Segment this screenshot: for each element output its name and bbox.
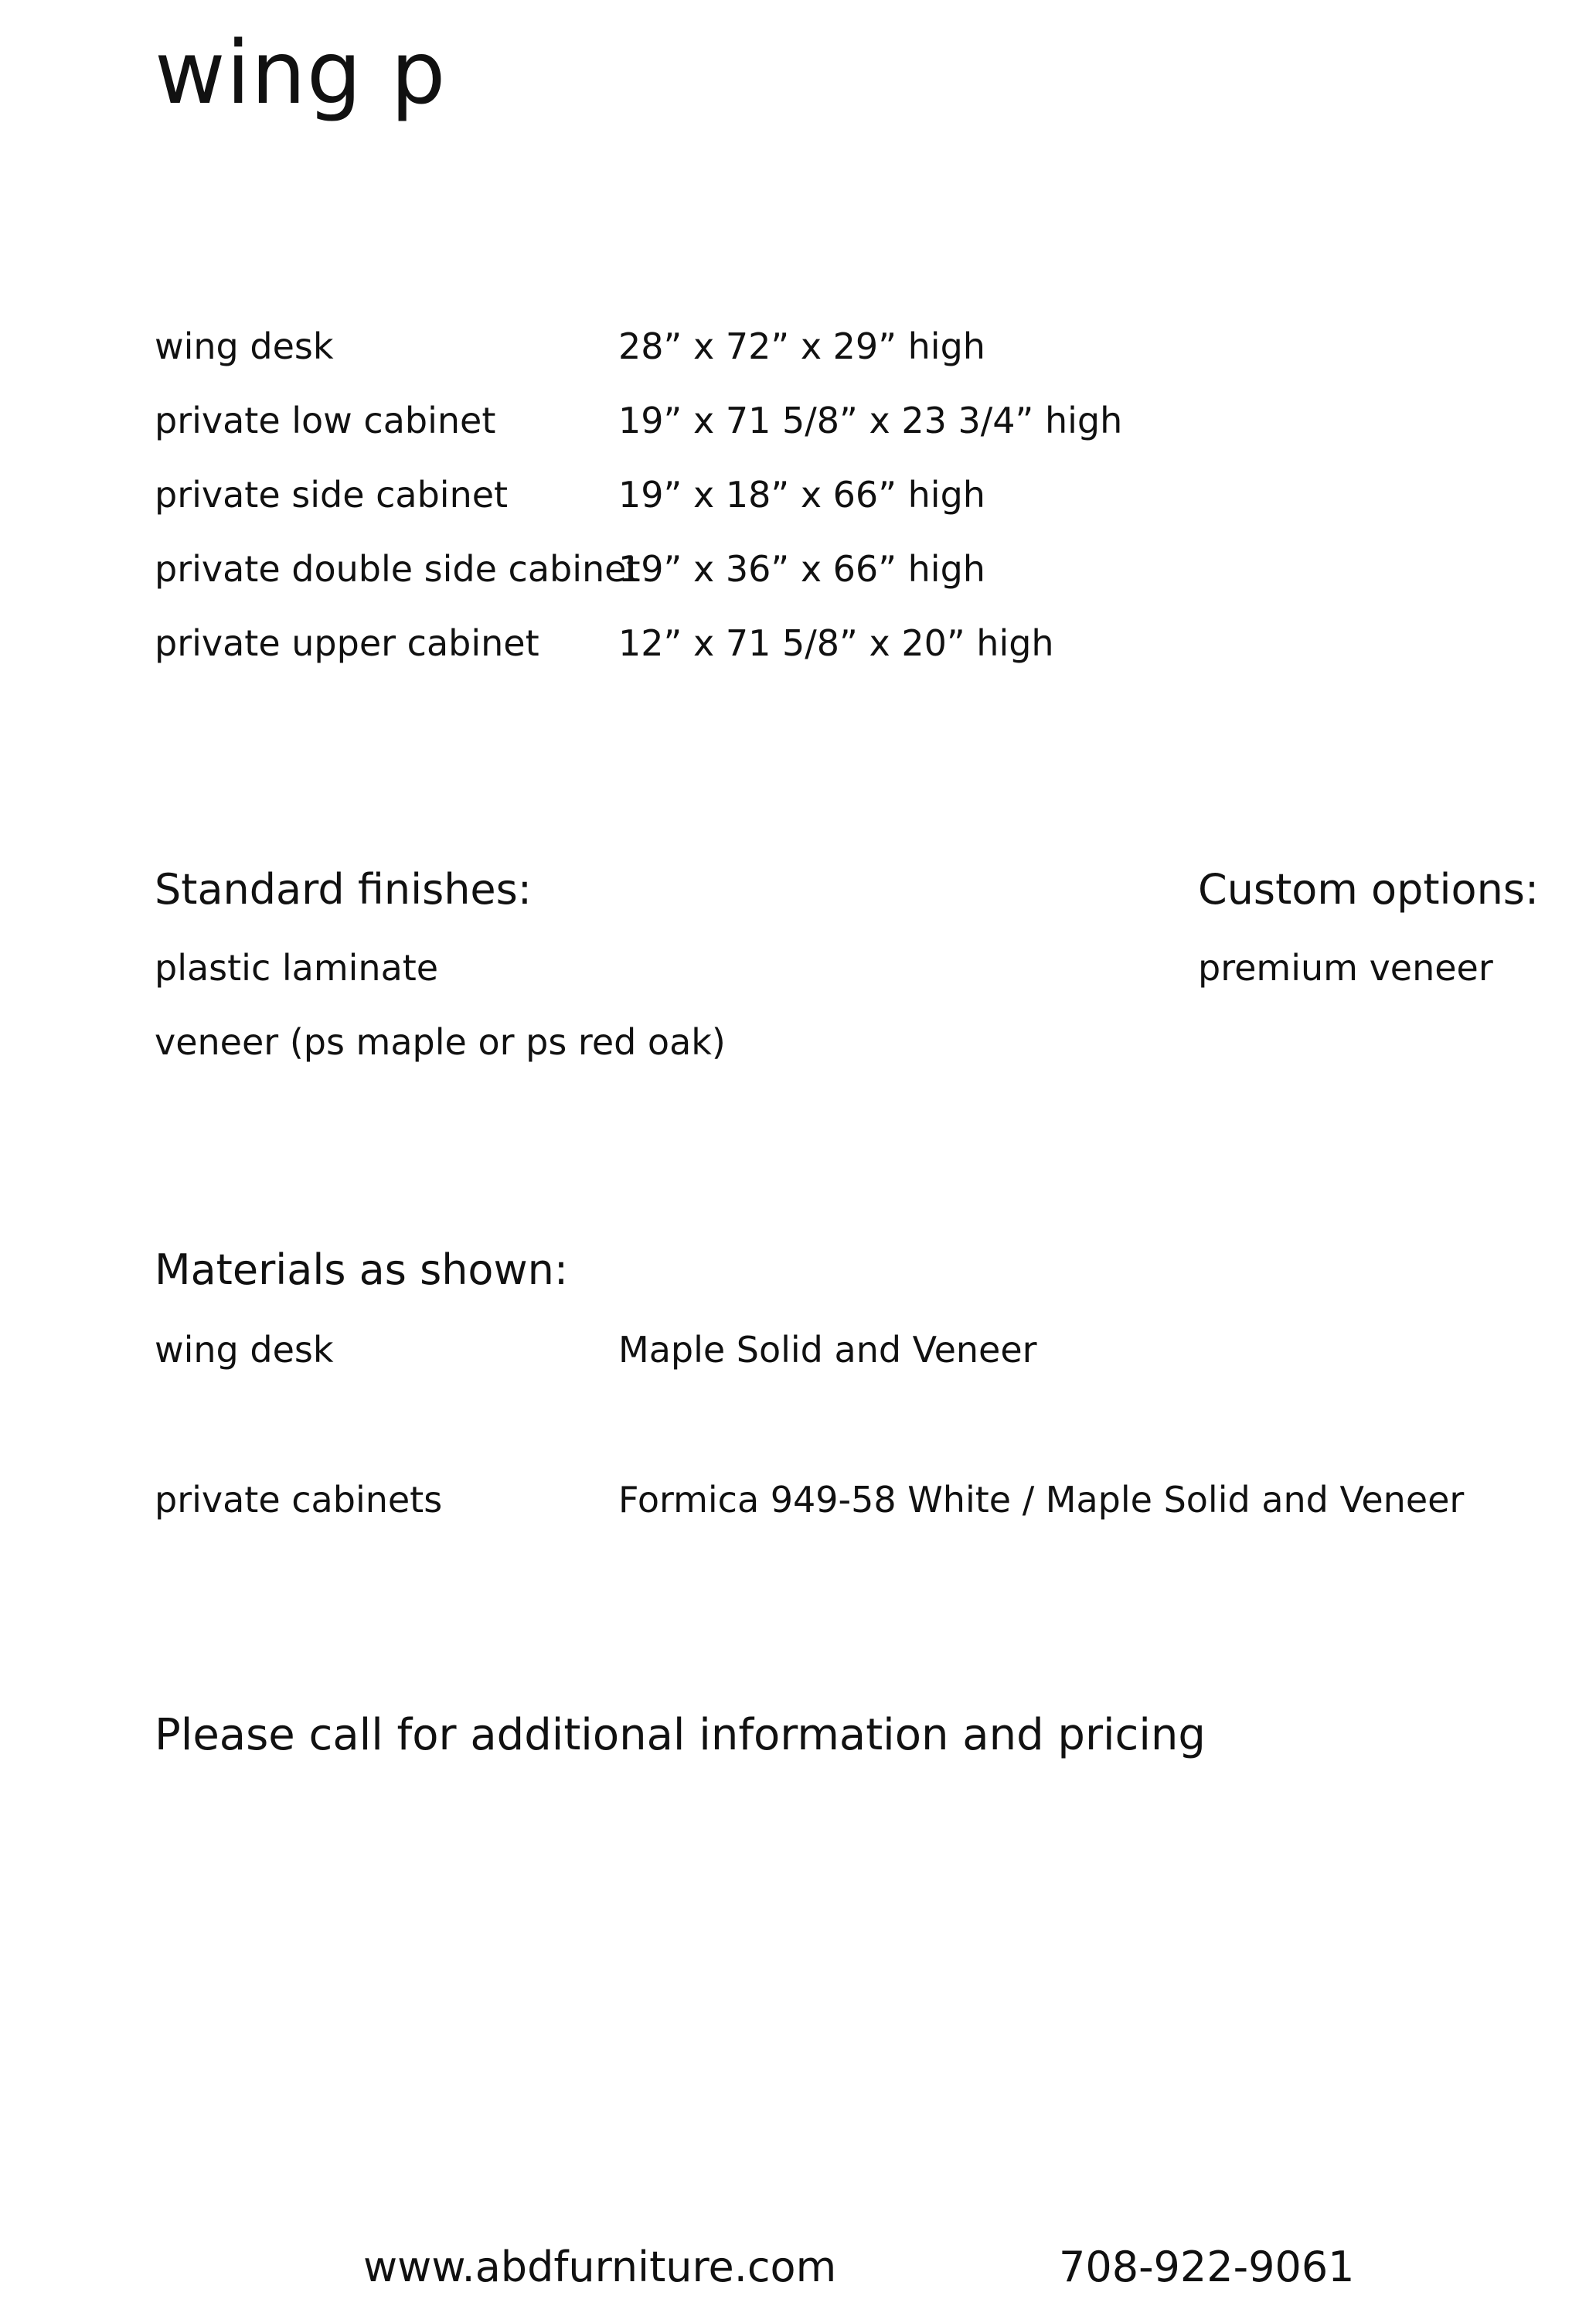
- pricing-callout: Please call for additional information and pricing: [155, 1710, 1206, 1760]
- dimension-item-label: private upper cabinet: [155, 622, 539, 664]
- website-link[interactable]: www.abdfurniture.com: [363, 2243, 837, 2291]
- dimension-item-label: private side cabinet: [155, 474, 509, 516]
- phone-number: 708-922-9061: [1059, 2243, 1355, 2291]
- standard-finish-item: veneer (ps maple or ps red oak): [155, 1021, 726, 1063]
- dimension-item-label: private double side cabinet: [155, 548, 641, 590]
- dimension-item-size: 28” x 72” x 29” high: [618, 325, 985, 367]
- material-item-value: Maple Solid and Veneer: [618, 1329, 1037, 1371]
- dimension-item-label: private low cabinet: [155, 400, 496, 441]
- page-title: wing p: [155, 23, 447, 124]
- standard-finishes-heading: Standard finishes:: [155, 865, 532, 914]
- custom-option-item: premium veneer: [1198, 947, 1493, 989]
- materials-heading: Materials as shown:: [155, 1245, 569, 1294]
- dimension-item-size: 19” x 36” x 66” high: [618, 548, 985, 590]
- dimension-item-size: 19” x 71 5/8” x 23 3/4” high: [618, 400, 1123, 441]
- material-item-value: Formica 949-58 White / Maple Solid and Veneer: [618, 1479, 1465, 1521]
- dimension-item-label: wing desk: [155, 325, 334, 367]
- standard-finish-item: plastic laminate: [155, 947, 439, 989]
- dimension-item-size: 12” x 71 5/8” x 20” high: [618, 622, 1054, 664]
- dimension-item-size: 19” x 18” x 66” high: [618, 474, 985, 516]
- custom-options-heading: Custom options:: [1198, 865, 1540, 914]
- material-item-label: private cabinets: [155, 1479, 443, 1521]
- material-item-label: wing desk: [155, 1329, 334, 1371]
